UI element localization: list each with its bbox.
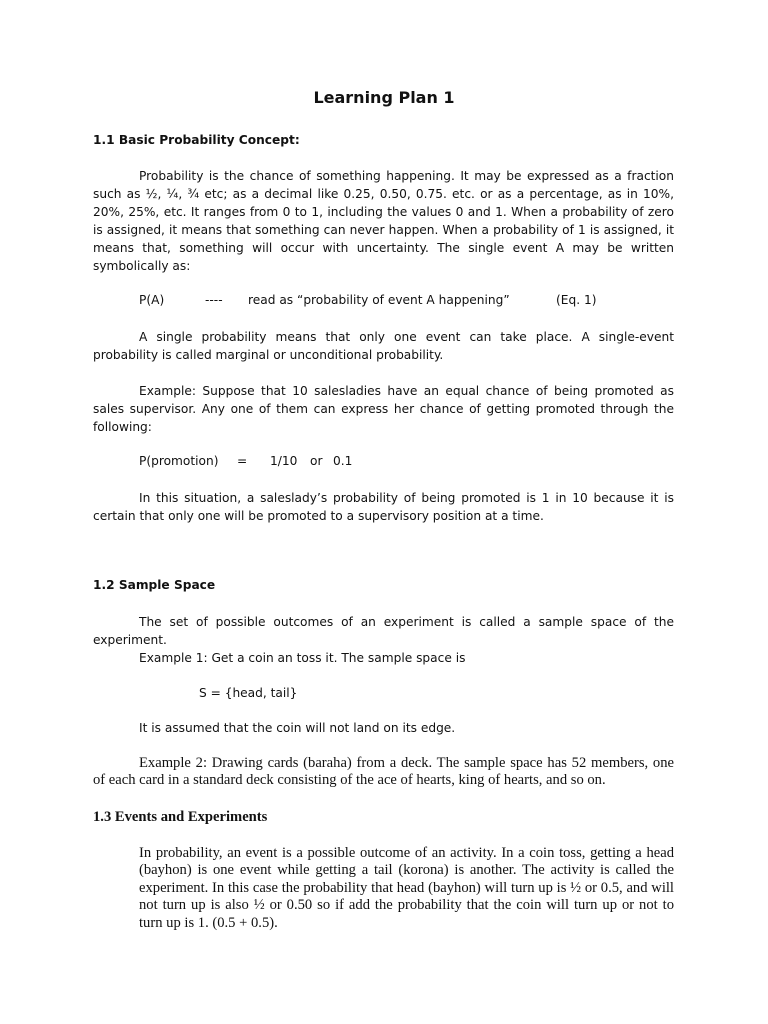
paragraph-probability-definition: Probability is the chance of something happening. It may be expressed as a fraction such as ½, ¼, ¾ etc; as a decimal like 0.25, 0.50, 0.75. etc. or as a percentage, as in 10%, 20%, 25%, etc. It ranges from 0 to 1, including the values 0 and 1. When a probability of zero is assigned, it means that something can never happen. When a probability of 1 is assigned, it means that, something will occur with uncertainty. The single event A may be written symbolically as: [93, 169, 674, 273]
sample-space-example-2: Example 2: Drawing cards (baraha) from a deck. The sample space has 52 members, one of each card in a standard deck consisting of the ace of hearts, king of hearts, and so on. [93, 755, 674, 789]
equation-1-symbol: P(A) [139, 293, 165, 307]
promotion-lhs: P(promotion) [139, 454, 219, 468]
promotion-equals: = [237, 454, 248, 468]
equation-1-reading: read as “probability of event A happening” [248, 293, 510, 307]
promotion-fraction: 1/10 [270, 454, 298, 468]
promotion-or: or [310, 454, 323, 468]
promotion-decimal: 0.1 [333, 454, 353, 468]
section-heading-1-2: 1.2 Sample Space [93, 578, 216, 592]
sample-space-example-1: Example 1: Get a coin an toss it. The sample space is [139, 651, 466, 665]
page-title: Learning Plan 1 [313, 88, 455, 107]
section-heading-1-1: 1.1 Basic Probability Concept: [93, 133, 300, 147]
section-heading-1-3: 1.3 Events and Experiments [93, 809, 268, 825]
coin-edge-assumption: It is assumed that the coin will not land on its edge. [139, 721, 456, 735]
paragraph-promotion-explanation: In this situation, a saleslady’s probability of being promoted is 1 in 10 because it is certain that only one will be promoted to a supervisory position at a time. [93, 491, 674, 523]
sample-space-set: S = {head, tail} [199, 686, 298, 700]
paragraph-sample-space-definition: The set of possible outcomes of an experiment is called a sample space of the experiment. [93, 615, 674, 647]
paragraph-single-probability: A single probability means that only one event can take place. A single-event probability is called marginal or unconditional probability. [93, 330, 674, 362]
paragraph-promotion-example: Example: Suppose that 10 salesladies have an equal chance of being promoted as sales supervisor. Any one of them can express her chance of getting promoted through the following: [93, 384, 674, 434]
equation-1-dashes: ---- [205, 293, 223, 307]
paragraph-events-experiments: In probability, an event is a possible outcome of an activity. In a coin toss, getting a head (bayhon) is one event while getting a tail (korona) is another. The activity is called the experiment. In this case the probability that head (bayhon) will turn up is ½ or 0.5, and will not turn up is also ½ or 0.50 so if add the probability that the coin will turn up or not to turn up is 1. (0.5 + 0.5). [139, 845, 674, 931]
equation-1-number: (Eq. 1) [556, 293, 597, 307]
